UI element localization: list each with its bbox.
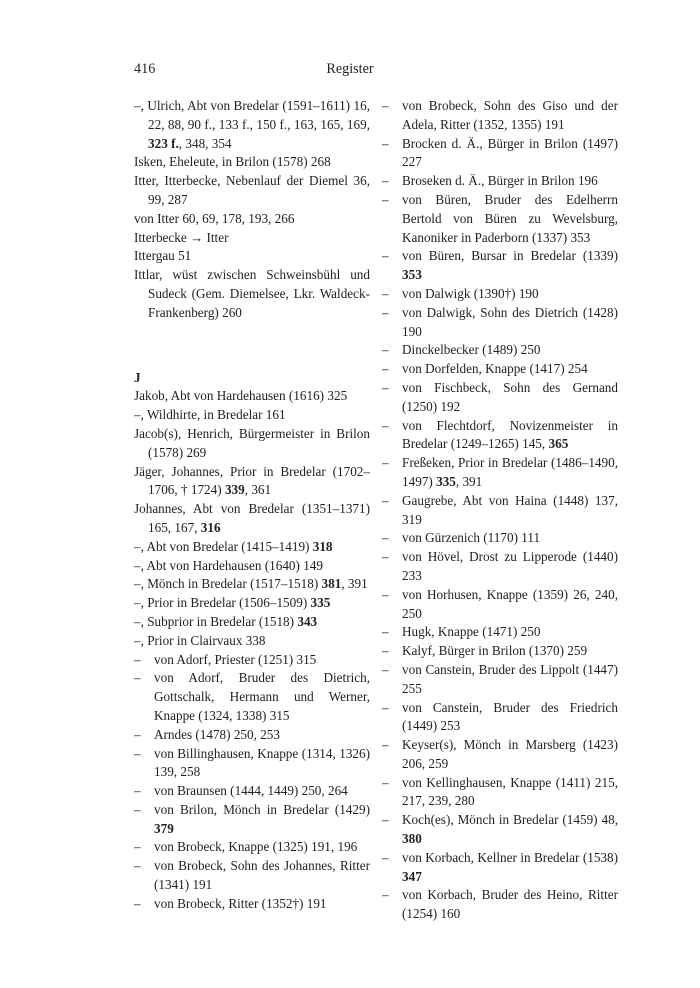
entry-dash: – xyxy=(382,774,389,790)
index-entry xyxy=(134,247,370,266)
index-entry xyxy=(134,651,370,670)
index-entry xyxy=(134,857,370,895)
entry-bold-page: 365 xyxy=(548,436,569,452)
entry-dash: – xyxy=(382,285,389,301)
entry-text: von Brobeck, Sohn des Giso und der Adela, Ritter (1352, 1355) 191 xyxy=(402,98,618,132)
entry-dash: – xyxy=(382,624,389,640)
entry-bold-page: 380 xyxy=(402,831,422,847)
page-number: 416 xyxy=(134,61,156,77)
entry-dash: – xyxy=(382,661,389,677)
entry-text: von Hövel, Drost zu Lipperode (1440) 233 xyxy=(402,549,618,583)
index-entry xyxy=(134,172,370,210)
entry-text: Hugk, Knappe (1471) 250 xyxy=(402,624,541,640)
index-entry xyxy=(134,632,370,651)
entry-text: von Korbach, Kellner in Bredelar (1538) xyxy=(402,849,618,865)
index-entry xyxy=(382,661,618,699)
index-entry xyxy=(134,266,370,322)
entry-text: Dinckelbecker (1489) 250 xyxy=(402,342,541,358)
entry-text: von Dorfelden, Knappe (1417) 254 xyxy=(402,361,588,377)
entry-text: Koch(es), Mönch in Bredelar (1459) 48, xyxy=(402,812,618,828)
entry-text: von Gürzenich (1170) 111 xyxy=(402,530,541,546)
index-entry xyxy=(382,736,618,774)
index-entry xyxy=(382,191,618,247)
entry-text: –, Prior in Clairvaux 338 xyxy=(134,632,266,648)
index-entry xyxy=(382,285,618,304)
entry-tail: , 391 xyxy=(341,576,368,592)
entry-text: –, Abt von Bredelar (1415–1419) xyxy=(134,538,313,554)
entry-dash: – xyxy=(382,492,389,508)
entry-text: von Horhusen, Knappe (1359) 26, 240, 250 xyxy=(402,586,618,621)
index-entry xyxy=(382,811,618,849)
entry-text: von Braunsen (1444, 1449) 250, 264 xyxy=(154,783,348,799)
entry-text: Kalyf, Bürger in Brilon (1370) 259 xyxy=(402,643,588,659)
index-entry xyxy=(134,425,370,463)
index-entry xyxy=(134,594,370,613)
entry-text: von Brilon, Mönch in Bredelar (1429) xyxy=(154,801,370,817)
entry-text: –, Wildhirte, in Bredelar 161 xyxy=(134,407,286,423)
entry-dash: – xyxy=(382,549,389,565)
entry-dash: – xyxy=(382,191,389,207)
entry-text: Arndes (1478) 250, 253 xyxy=(154,726,280,742)
entry-text: von Adorf, Priester (1251) 315 xyxy=(154,651,317,667)
entry-text: von Fischbeck, Sohn des Gernand (1250) 192 xyxy=(402,379,618,414)
entry-text: –, Abt von Hardehausen (1640) 149 xyxy=(134,557,323,573)
entry-text: von Canstein, Bruder des Friedrich (1449) 253 xyxy=(402,699,618,734)
entry-text: Gaugrebe, Abt von Haina (1448) 137, 319 xyxy=(402,492,618,527)
entry-dash: – xyxy=(134,895,141,911)
index-entry xyxy=(382,529,618,548)
index-entry xyxy=(382,548,618,586)
entry-bold-page: 335 xyxy=(436,473,456,489)
entry-tail: , 391 xyxy=(455,473,483,489)
index-entry xyxy=(382,417,618,455)
entry-bold-page: 381 xyxy=(321,576,342,592)
entry-text: von Itter 60, 69, 178, 193, 266 xyxy=(134,210,295,226)
entry-dash: – xyxy=(382,737,389,753)
index-entry xyxy=(134,575,370,594)
entry-text: Jacob(s), Henrich, Bürgermeister in Brilon (1578) 269 xyxy=(134,425,370,460)
index-entry xyxy=(382,172,618,191)
entry-text: Jäger, Johannes, Prior in Bredelar (1702–1706, † 1724) xyxy=(134,463,370,498)
entry-dash: – xyxy=(382,586,389,602)
index-entry xyxy=(134,406,370,425)
entry-bold-page: 316 xyxy=(200,519,221,535)
entry-text: –, Prior in Bredelar (1506–1509) xyxy=(134,595,311,611)
index-entry xyxy=(134,97,370,153)
entry-text: von Kellinghausen, Knappe (1411) 215, 217, 239, 280 xyxy=(402,774,618,809)
index-entry xyxy=(134,895,370,914)
entry-text: Keyser(s), Mönch in Marsberg (1423) 206, 259 xyxy=(402,737,618,771)
index-column-left xyxy=(134,97,370,914)
entry-text: von Dalwigk, Sohn des Dietrich (1428) 190 xyxy=(402,304,618,339)
index-entry xyxy=(134,500,370,538)
entry-bold-page: 347 xyxy=(402,868,422,884)
index-entry xyxy=(134,463,370,501)
entry-text: von Flechtdorf, Novizenmeister in Bredelar (1249–1265) 145, xyxy=(402,417,618,452)
entry-text: von Brobeck, Knappe (1325) 191, 196 xyxy=(154,839,358,855)
entry-dash: – xyxy=(382,98,389,113)
entry-text: Ittlar, wüst zwischen Schweinsbühl und Sudeck (Gem. Diemelsee, Lkr. Waldeck-Frankenberg) 260 xyxy=(134,267,370,320)
index-entry xyxy=(382,360,618,379)
entry-bold-page: 323 f. xyxy=(148,135,179,151)
entry-dash: – xyxy=(382,379,389,395)
entry-text: von Büren, Bruder des Edelherrn Bertold von Büren zu Wevelsburg, Kanoniker in Paderborn (1337) 353 xyxy=(402,191,618,245)
letter-text: J xyxy=(134,369,141,385)
entry-text: von Korbach, Bruder des Heino, Ritter (1254) 160 xyxy=(402,887,618,922)
entry-text: von Adorf, Bruder des Dietrich, Gottschalk, Hermann und Werner, Knappe (1324, 1338) 315 xyxy=(154,670,370,723)
entry-tail: , 348, 354 xyxy=(178,135,232,151)
index-column-right xyxy=(382,97,618,924)
index-entry xyxy=(134,726,370,745)
entry-text: Itterbecke → Itter xyxy=(134,229,229,245)
entry-text: Johannes, Abt von Bredelar (1351–1371) 165, 167, xyxy=(134,501,370,535)
entry-text: von Brobeck, Ritter (1352†) 191 xyxy=(154,895,327,911)
entry-dash: – xyxy=(134,670,141,686)
entry-text: von Canstein, Bruder des Lippolt (1447) 255 xyxy=(402,661,618,696)
entry-dash: – xyxy=(382,812,389,828)
index-entry xyxy=(382,849,618,887)
entry-text: von Brobeck, Sohn des Johannes, Ritter (1341) 191 xyxy=(154,858,370,893)
index-entry xyxy=(382,774,618,812)
entry-text: von Billinghausen, Knappe (1314, 1326) 139, 258 xyxy=(154,745,370,780)
entry-dash: – xyxy=(134,839,141,855)
entry-dash: – xyxy=(382,361,389,377)
index-entry xyxy=(134,782,370,801)
entry-dash: – xyxy=(382,417,389,433)
entry-dash: – xyxy=(134,745,141,761)
entry-dash: – xyxy=(382,304,389,320)
entry-tail: , 361 xyxy=(244,482,272,498)
index-entry xyxy=(134,838,370,857)
entry-bold-page: 339 xyxy=(224,482,245,498)
entry-dash: – xyxy=(382,643,389,659)
index-entry xyxy=(134,210,370,229)
index-entry xyxy=(382,492,618,530)
entry-dash: – xyxy=(134,651,141,667)
entry-text: Brocken d. Ä., Bürger in Brilon (1497) 227 xyxy=(402,135,618,170)
index-entry xyxy=(382,586,618,624)
entry-text: Isken, Eheleute, in Brilon (1578) 268 xyxy=(134,154,331,170)
index-entry xyxy=(382,454,618,492)
index-entry xyxy=(382,247,618,285)
index-entry xyxy=(382,623,618,642)
entry-bold-page: 343 xyxy=(297,613,318,629)
index-entry xyxy=(382,341,618,360)
entry-bold-page: 335 xyxy=(310,595,331,611)
entry-bold-page: 318 xyxy=(312,538,333,554)
entry-dash: – xyxy=(382,699,389,715)
entry-text: Ittergau 51 xyxy=(134,248,192,264)
entry-text: von Dalwigk (1390†) 190 xyxy=(402,285,539,301)
entry-text: Broseken d. Ä., Bürger in Brilon 196 xyxy=(402,173,598,189)
entry-bold-page: 353 xyxy=(402,267,422,283)
index-entry xyxy=(382,135,618,173)
entry-text: Jakob, Abt von Hardehausen (1616) 325 xyxy=(134,388,348,404)
index-letter-heading xyxy=(134,369,370,388)
entry-text: –, Subprior in Bredelar (1518) xyxy=(134,613,298,629)
entry-dash: – xyxy=(134,801,141,817)
index-entry xyxy=(134,669,370,725)
index-entry xyxy=(134,153,370,172)
entry-text: Freßeken, Prior in Bredelar (1486–1490, 1497) xyxy=(402,455,618,489)
index-entry xyxy=(134,745,370,783)
index-entry xyxy=(382,97,618,135)
entry-dash: – xyxy=(134,858,141,874)
entry-text: –, Ulrich, Abt von Bredelar (1591–1611) 16, 22, 88, 90 f., 133 f., 150 f., 163, 165, 169, xyxy=(134,98,370,132)
index-entry xyxy=(134,387,370,406)
entry-bold-page: 379 xyxy=(154,820,174,836)
index-entry xyxy=(382,304,618,342)
entry-dash: – xyxy=(382,135,389,151)
index-entry xyxy=(134,538,370,557)
index-entry xyxy=(382,886,618,924)
entry-dash: – xyxy=(382,342,389,358)
index-entry xyxy=(134,801,370,839)
index-entry xyxy=(382,642,618,661)
running-head: Register xyxy=(326,61,374,77)
entry-dash: – xyxy=(134,783,141,799)
entry-text: –, Mönch in Bredelar (1517–1518) xyxy=(134,576,322,592)
entry-text: von Büren, Bursar in Bredelar (1339) xyxy=(402,248,618,264)
entry-dash: – xyxy=(382,530,389,546)
index-entry xyxy=(382,379,618,417)
index-entry xyxy=(382,699,618,737)
index-entry xyxy=(134,613,370,632)
entry-dash: – xyxy=(382,849,389,865)
entry-dash: – xyxy=(134,726,141,742)
entry-text: Itter, Itterbecke, Nebenlauf der Diemel 36, 99, 287 xyxy=(134,173,370,207)
entry-dash: – xyxy=(382,173,389,189)
index-entry xyxy=(134,557,370,576)
entry-dash: – xyxy=(382,248,389,264)
entry-dash: – xyxy=(382,455,389,471)
entry-dash: – xyxy=(382,887,389,903)
index-entry xyxy=(134,229,370,248)
